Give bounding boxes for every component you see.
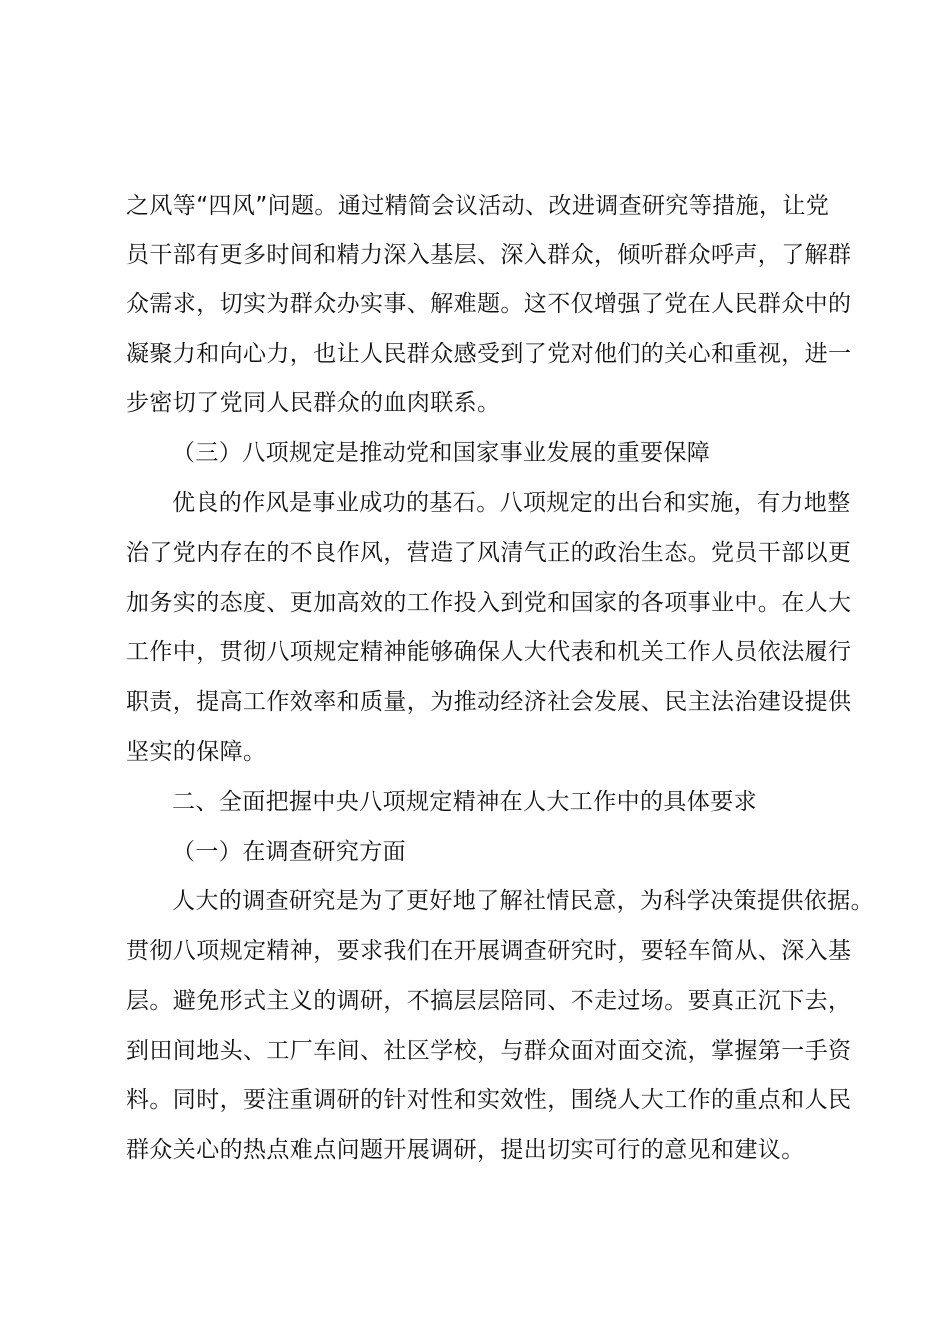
text-line: 工作中，贯彻八项规定精神能够确保人大代表和机关工作人员依法履行 [126, 639, 852, 665]
text-line: 群众关心的热点难点问题开展调研，提出切实可行的意见和建议。 [126, 1137, 805, 1163]
section-heading: （一）在调查研究方面 [172, 839, 406, 865]
section-heading: （三）八项规定是推动党和国家事业发展的重要保障 [172, 440, 711, 466]
text-line: 贯彻八项规定精神，要求我们在开展调查研究时，要轻车简从、深入基 [126, 938, 852, 964]
text-line: 料。同时，要注重调研的针对性和实效性，围绕人大工作的重点和人民 [126, 1087, 852, 1113]
text-line: 之风等“四风”问题。通过精简会议活动、改进调查研究等措施，让党 [126, 193, 830, 219]
text-line: 凝聚力和向心力，也让人民群众感受到了党对他们的关心和重视，进一 [126, 341, 852, 367]
text-line: 人大的调查研究是为了更好地了解社情民意，为科学决策提供依据。 [172, 888, 874, 914]
text-line: 到田间地头、工厂车间、社区学校，与群众面对面交流，掌握第一手资 [126, 1038, 852, 1064]
text-line: 众需求，切实为群众办实事、解难题。这不仅增强了党在人民群众中的 [126, 291, 852, 317]
text-line: 层。避免形式主义的调研，不搞层层陪同、不走过场。要真正沉下去， [126, 988, 852, 1014]
text-line: 治了党内存在的不良作风，营造了风清气正的政治生态。党员干部以更 [126, 540, 852, 566]
chapter-heading: 二、全面把握中央八项规定精神在人大工作中的具体要求 [172, 789, 757, 815]
text-line: 职责，提高工作效率和质量，为推动经济社会发展、民主法治建设提供 [126, 689, 852, 715]
text-line: 优良的作风是事业成功的基石。八项规定的出台和实施，有力地整 [172, 490, 851, 516]
text-line: 步密切了党同人民群众的血肉联系。 [126, 390, 501, 416]
text-line: 坚实的保障。 [126, 739, 267, 765]
text-line: 加务实的态度、更加高效的工作投入到党和国家的各项事业中。在人大 [126, 590, 852, 616]
text-line: 员干部有更多时间和精力深入基层、深入群众，倾听群众呼声，了解群 [126, 242, 852, 268]
